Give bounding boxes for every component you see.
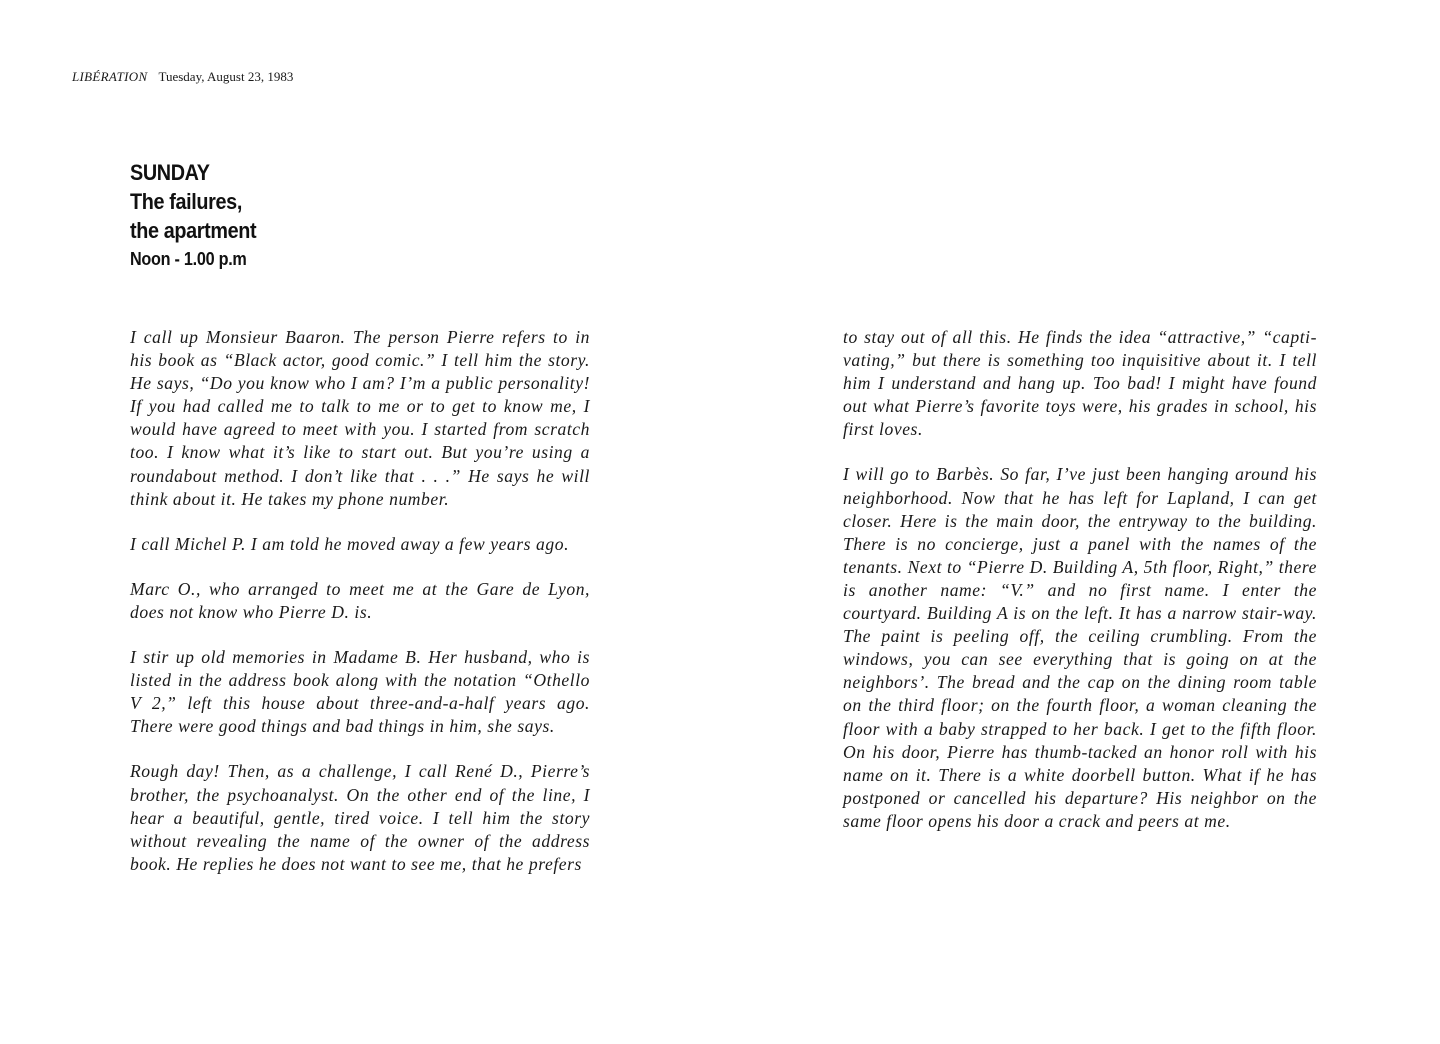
paragraph: I call Michel P. I am told he moved away a few years ago. xyxy=(130,533,570,554)
heading-title-line-1: The failures, xyxy=(130,189,242,214)
publication-name: LIBÉRATION xyxy=(72,69,148,84)
left-column xyxy=(130,326,590,876)
heading-title-line-2: the apartment xyxy=(130,218,257,243)
heading-day: SUNDAY xyxy=(130,160,210,185)
paragraph: to stay out of all this. He finds the idea “attractive,” “capti-vating,” but there is something too inquisitive about it. I tell him I understand and hang up. Too bad! I might have found out what Pierre’s favorite toys were, his grades in school, his first loves. xyxy=(843,327,1317,440)
paragraph: I stir up old memories in Madame B. Her husband, who is listed in the address book along with the notation “Othello V 2,” left this house about three-and-a-half years ago. There were good things and bad things in him, she says. xyxy=(130,647,590,737)
right-column xyxy=(843,326,1317,833)
paragraph: I will go to Barbès. So far, I’ve just been hanging around his neighborhood. Now that he has left for Lapland, I can get closer. Here is the main door, the entryway to the building. There is no concierge, just a panel with the names of the tenants. Next to “Pierre D. Building A, 5th floor, Right,” there is another name: “V.” and no first name. I enter the courtyard. Building A is on the left. It has a narrow stair-way. The paint is peeling off, the ceiling crumbling. From the windows, you can see everything that is going on at the neighbors’. The bread and the cap on the dining room table on the third floor; on the fourth floor, a woman cleaning the floor with a baby strapped to her back. I get to the fifth floor. On his door, Pierre has thumb-tacked an honor roll with his name on it. There is a white doorbell button. What if he has postponed or cancelled his departure? His neighbor on the same floor opens his door a crack and peers at me. xyxy=(843,464,1317,831)
publication-date: Tuesday, August 23, 1983 xyxy=(158,69,294,84)
heading-time: Noon - 1.00 p.m xyxy=(130,249,247,269)
paragraph: Rough day! Then, as a challenge, I call René D., Pierre’s brother, the psychoanalyst. On the other end of the line, I hear a beautiful, gentle, tired voice. I tell him the story without revealing the name of the owner of the address book. He replies he does not want to see me, that he prefers xyxy=(130,761,590,874)
running-head xyxy=(72,69,293,85)
paragraph: Marc O., who arranged to meet me at the Gare de Lyon, does not know who Pierre D. is. xyxy=(130,578,590,622)
section-heading xyxy=(130,158,270,271)
paragraph: I call up Monsieur Baaron. The person Pierre refers to in his book as “Black actor, good comic.” I tell him the story. He says, “Do you know who I am? I’m a public personality! If you had called me to talk to me or to get to know me, I would have agreed to meet with you. I started from scratch too. I know what it’s like to start out. But you’re using a roundabout method. I don’t like that . . .” He says he will think about it. He takes my phone number. xyxy=(130,327,590,509)
